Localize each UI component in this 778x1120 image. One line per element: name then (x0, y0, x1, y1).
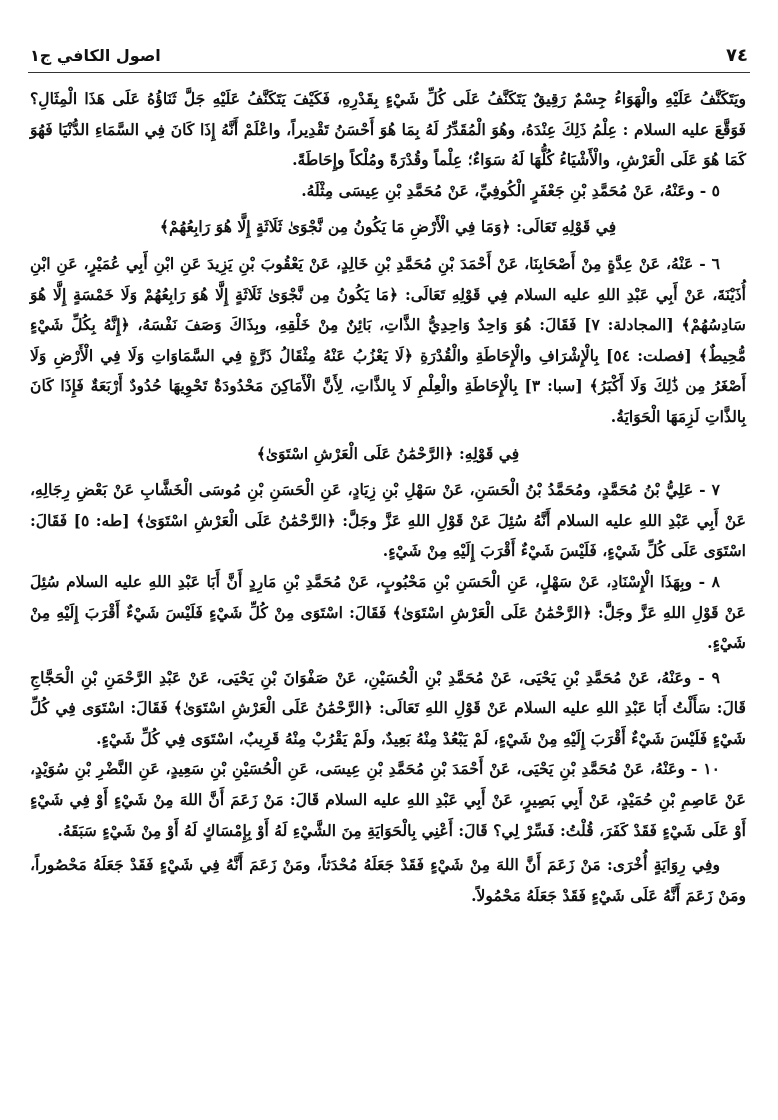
paragraph-continuation: ويَتَكَنَّفُ عَلَيْهِ والْهَوَاءُ جِسْمٌ رَقِيقٌ يَتَكَنَّفُ عَلَى كُلِّ شَيْءٍ بِقَدْرِهِ، فَكَيْفَ يَتَكَنَّفُ عَلَيْهِ جَلَّ ثَنَاؤُهُ عَلَى هَذَا الْمِثَالِ؟ فَوَقَّعَ عليه السلام : عِلْمُ ذَلِكَ عِنْدَهُ، وهُوَ الْمُقَدِّرُ لَهُ بِمَا هُوَ أَحْسَنُ تَقْدِيراً، واعْلَمْ أَنَّهُ إِذَا كَانَ فِي السَّمَاءِ الدُّنْيَا فَهُوَ كَمَا هُوَ عَلَى الْعَرْشِ، والْأَشْيَاءُ كُلُّهَا لَهُ سَوَاءٌ؛ عِلْماً وقُدْرَةً ومُلْكاً وإِحَاطَةً. (30, 89, 746, 170)
hadith-7: ٧ - عَلِيُّ بْنُ مُحَمَّدٍ، ومُحَمَّدُ بْنُ الْحَسَنِ، عَنْ سَهْلِ بْنِ زِيَادٍ، عَنِ الْحَسَنِ بْنِ مُوسَى الْخَشَّابِ عَنْ بَعْضِ رِجَالِهِ، عَنْ أَبِي عَبْدِ اللهِ عليه السلام أَنَّهُ سُئِلَ عَنْ قَوْلِ اللهِ عَزَّ وجَلَّ: ﴿الرَّحْمَٰنُ عَلَى الْعَرْشِ اسْتَوَىٰ﴾ [طه: ٥] فَقَالَ: اسْتَوَى عَلَى كُلِّ شَيْءٍ، فَلَيْسَ شَيْءٌ أَقْرَبَ إِلَيْهِ مِنْ شَيْءٍ. (30, 480, 746, 561)
hadith-6: ٦ - عَنْهُ، عَنْ عِدَّةٍ مِنْ أَصْحَابِنَا، عَنْ أَحْمَدَ بْنِ مُحَمَّدِ بْنِ خَالِدٍ، عَنْ يَعْقُوبَ بْنِ يَزِيدَ عَنِ ابْنِ أَبِي عُمَيْرٍ، عَنِ ابْنِ أُذَيْنَةَ، عَنْ أَبِي عَبْدِ اللهِ عليه السلام فِي قَوْلِهِ تَعَالَى: ﴿مَا يَكُونُ مِن نَّجْوَىٰ ثَلَاثَةٍ إِلَّا هُوَ رَابِعُهُمْ وَلَا خَمْسَةٍ إِلَّا هُوَ سَادِسُهُمْ﴾ [المجادلة: ٧] فَقَالَ: هُوَ وَاحِدٌ وَاحِدِيُّ الذَّاتِ، بَائِنٌ مِنْ خَلْقِهِ، وبِذَاكَ وَصَفَ نَفْسَهُ، ﴿إِنَّهُ بِكُلِّ شَيْءٍ مُّحِيطٌ﴾ [فصلت: ٥٤] بِالْإِشْرَافِ والْإِحَاطَةِ والْقُدْرَةِ ﴿لَا يَعْزُبُ عَنْهُ مِثْقَالُ ذَرَّةٍ فِي السَّمَاوَاتِ وَلَا فِي الْأَرْضِ وَلَا أَصْغَرُ مِن ذَٰلِكَ وَلَا أَكْبَرُ﴾ [سبا: ٣] بِالْإِحَاطَةِ والْعِلْمِ لَا بِالذَّاتِ، لِأَنَّ الْأَمَاكِنَ مَحْدُودَةٌ تَحْوِيهَا حُدُودٌ أَرْبَعَةٌ فَإِذَا كَانَ بِالذَّاتِ لَزِمَهَا الْحَوَايَةُ. (30, 253, 746, 426)
running-title: اصول الكافي ج١ (30, 45, 161, 65)
hadith-8: ٨ - وبِهَذَا الْإِسْنَادِ، عَنْ سَهْلٍ، عَنِ الْحَسَنِ بْنِ مَحْبُوبٍ، عَنْ مُحَمَّدِ بْنِ مَارِدٍ أَنَّ أَبَا عَبْدِ اللهِ عليه السلام سُئِلَ عَنْ قَوْلِ اللهِ عَزَّ وجَلَّ: ﴿الرَّحْمَٰنُ عَلَى الْعَرْشِ اسْتَوَىٰ﴾ فَقَالَ: اسْتَوَى مِنْ كُلِّ شَيْءٍ فَلَيْسَ شَيْءٌ أَقْرَبَ إِلَيْهِ مِنْ شَيْءٍ. (30, 571, 746, 653)
section-heading-najwa: فِي قَوْلِهِ تَعَالَى: ﴿وَمَا فِي الْأَرْضِ مَا يَكُونُ مِن نَّجْوَىٰ ثَلَاثَةٍ إِلَّا هُوَ رَابِعُهُمْ﴾ (159, 217, 617, 237)
section-heading-istawa: فِي قَوْلِهِ: ﴿الرَّحْمَٰنُ عَلَى الْعَرْشِ اسْتَوَىٰ﴾ (256, 443, 520, 463)
hadith-10: ١٠ - وعَنْهُ، عَنْ مُحَمَّدِ بْنِ يَحْيَى، عَنْ أَحْمَدَ بْنِ مُحَمَّدِ بْنِ عِيسَى، عَنِ الْحُسَيْنِ بْنِ سَعِيدٍ، عَنِ النَّضْرِ بْنِ سُوَيْدٍ، عَنْ عَاصِمِ بْنِ حُمَيْدٍ، عَنْ أَبِي بَصِيرٍ، عَنْ أَبِي عَبْدِ اللهِ عليه السلام قَالَ: مَنْ زَعَمَ أَنَّ اللهَ مِنْ شَيْءٍ أَوْ فِي شَيْءٍ أَوْ عَلَى شَيْءٍ فَقَدْ كَفَرَ، قُلْتُ: فَسِّرْ لِي؟ قَالَ: أَعْنِي بِالْحَوَايَةِ مِنَ الشَّيْءِ لَهُ أَوْ بِإِمْسَاكٍ لَهُ أَوْ مِنْ شَيْءٍ سَبَقَهُ. (30, 759, 746, 840)
header-divider (28, 72, 750, 73)
page-body (30, 84, 746, 911)
hadith-9: ٩ - وعَنْهُ، عَنْ مُحَمَّدِ بْنِ يَحْيَى، عَنْ مُحَمَّدِ بْنِ الْحُسَيْنِ، عَنْ صَفْوَانَ بْنِ يَحْيَى، عَنْ عَبْدِ الرَّحْمَنِ بْنِ الْحَجَّاجِ قَالَ: سَأَلْتُ أَبَا عَبْدِ اللهِ عليه السلام عَنْ قَوْلِ اللهِ تَعَالَى: ﴿الرَّحْمَٰنُ عَلَى الْعَرْشِ اسْتَوَىٰ﴾ فَقَالَ: اسْتَوَى فِي كُلِّ شَيْءٍ فَلَيْسَ شَيْءٌ أَقْرَبَ إِلَيْهِ مِنْ شَيْءٍ، لَمْ يَبْعُدْ مِنْهُ بَعِيدٌ، ولَمْ يَقْرُبْ مِنْهُ قَرِيبٌ، اسْتَوَى فِي كُلِّ شَيْءٍ. (30, 667, 746, 748)
other-narration: وفِي رِوَايَةٍ أُخْرَى: مَنْ زَعَمَ أَنَّ اللهَ مِنْ شَيْءٍ فَقَدْ جَعَلَهُ مُحْدَثاً، ومَنْ زَعَمَ أَنَّهُ فِي شَيْءٍ فَقَدْ جَعَلَهُ مَحْصُوراً، ومَنْ زَعَمَ أَنَّهُ عَلَى شَيْءٍ فَقَدْ جَعَلَهُ مَحْمُولاً. (30, 855, 746, 905)
page-number: ٧٤ (726, 44, 748, 66)
page-header (30, 42, 748, 68)
hadith-5: ٥ - وعَنْهُ، عَنْ مُحَمَّدِ بْنِ جَعْفَرٍ الْكُوفِيِّ، عَنْ مُحَمَّدِ بْنِ عِيسَى مِثْلَهُ. (301, 180, 720, 200)
